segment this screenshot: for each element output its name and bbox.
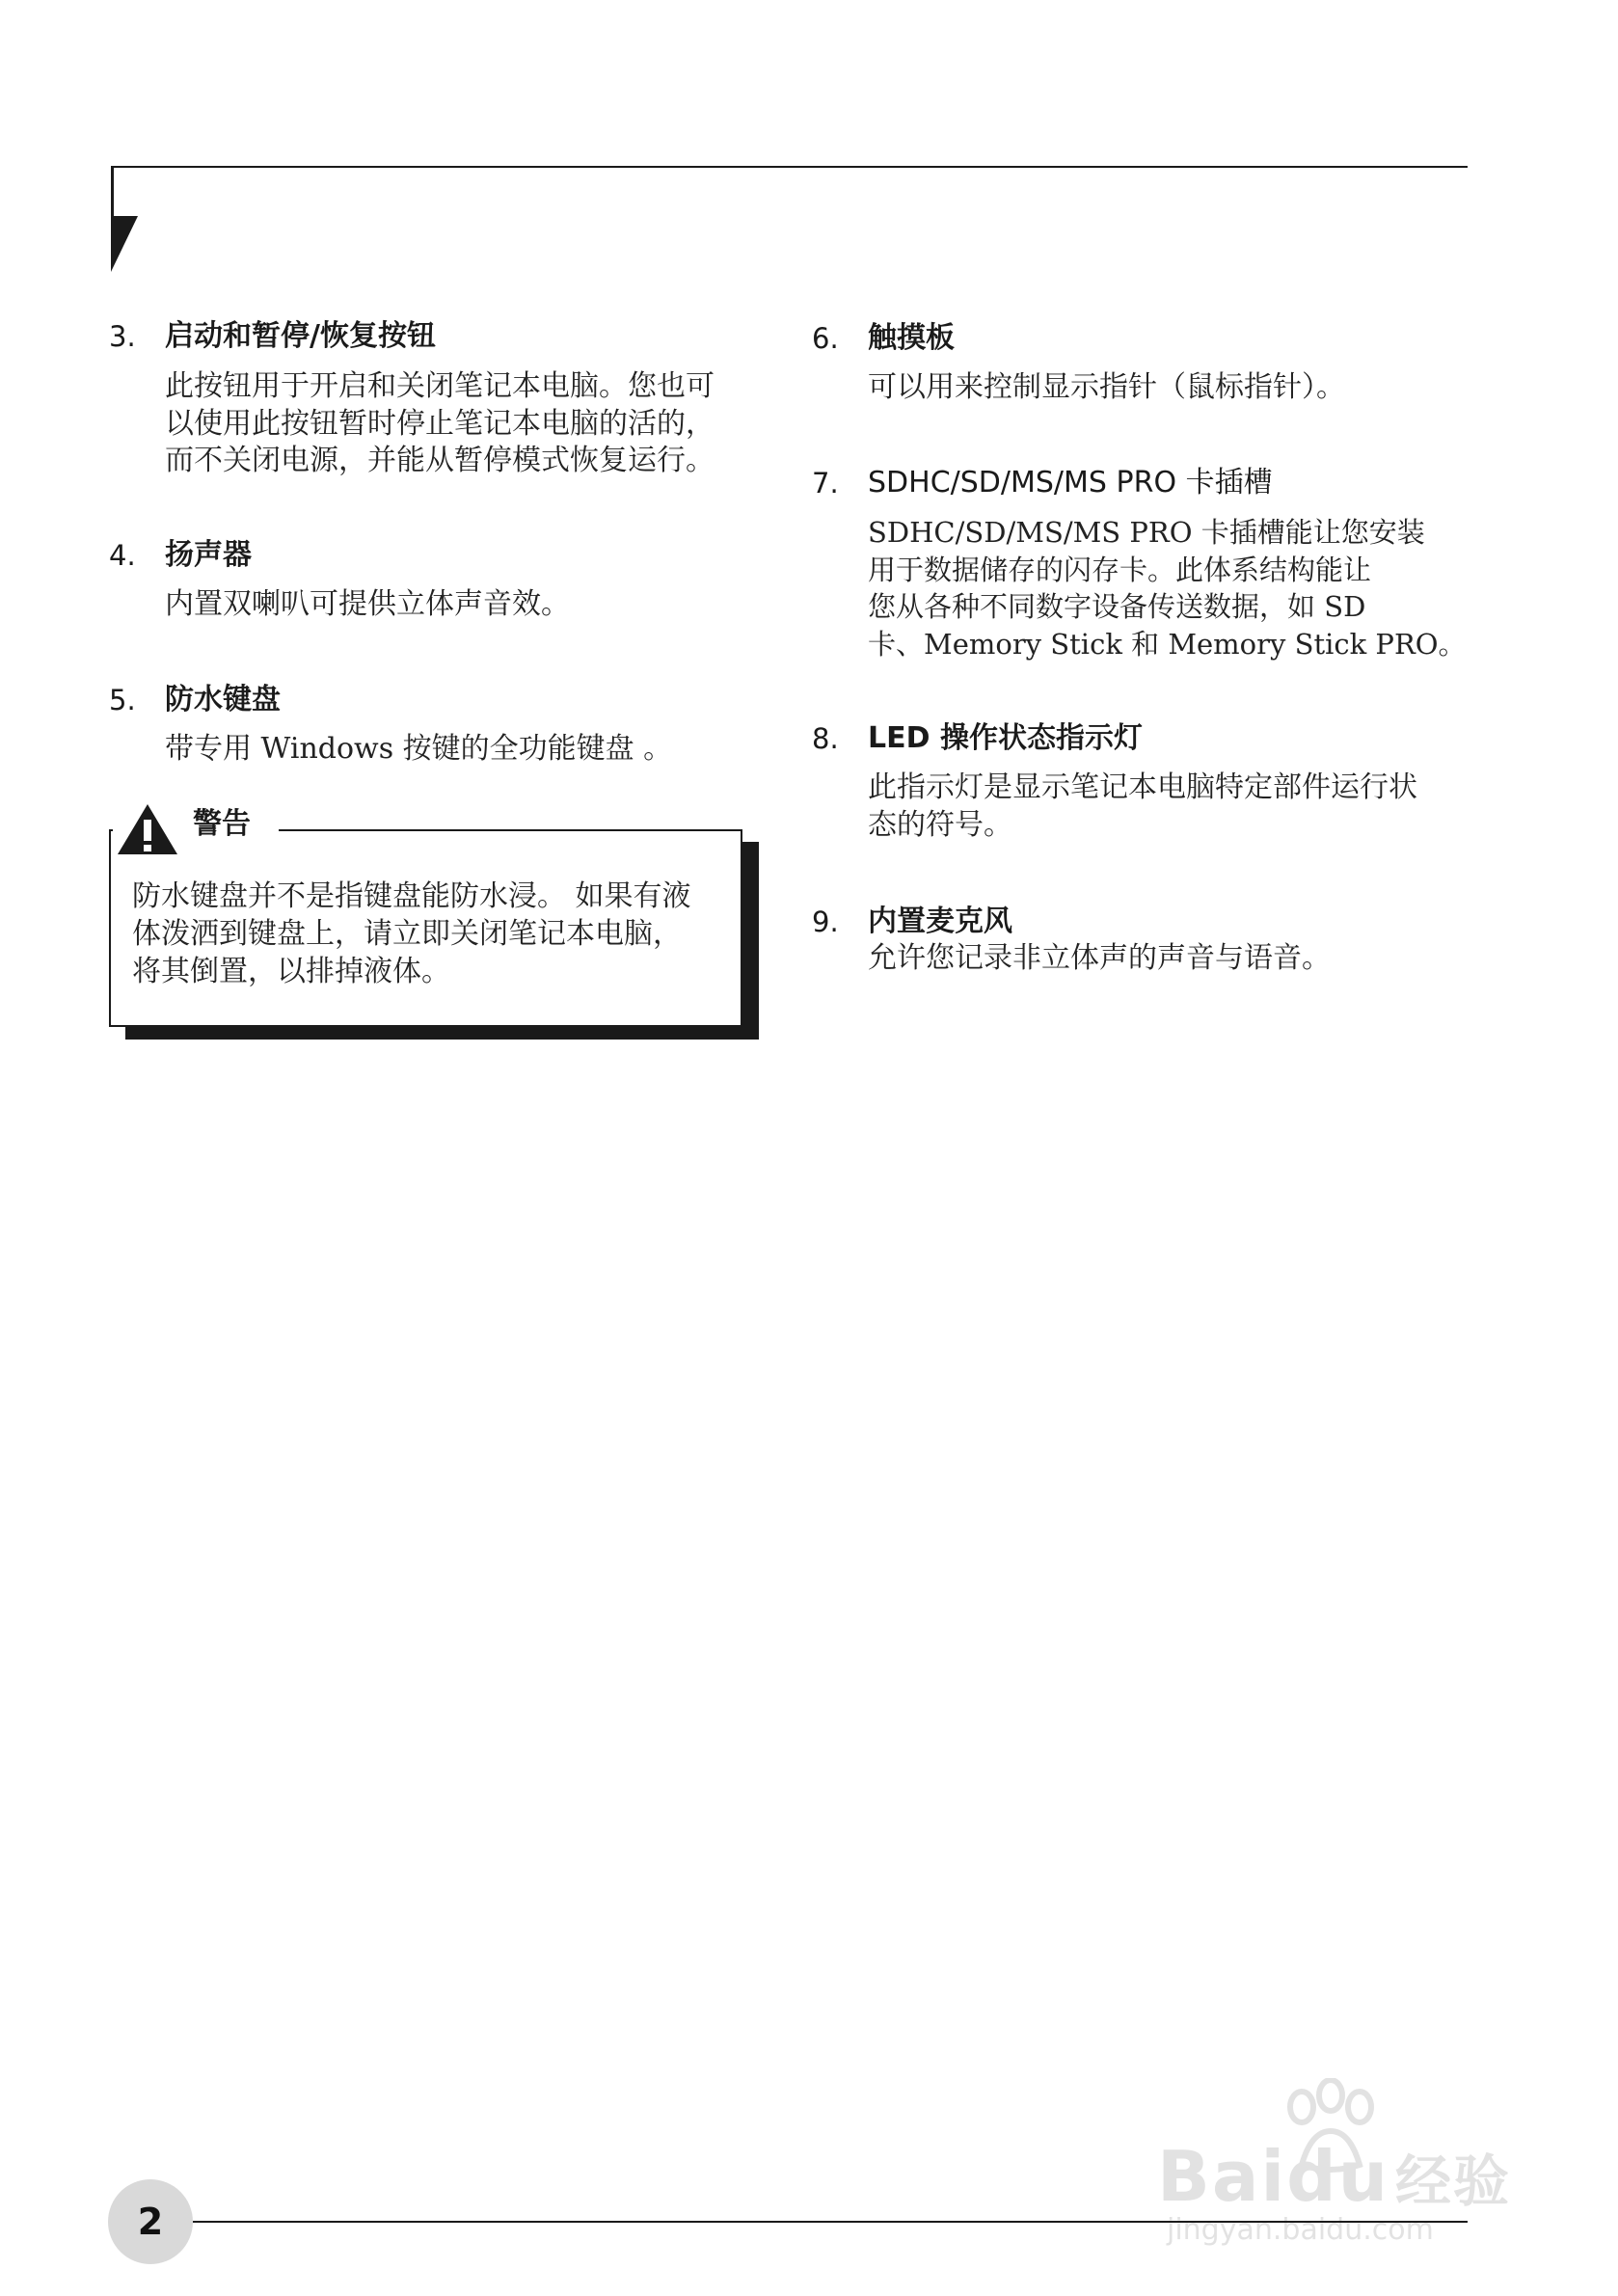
watermark-brand-cn: 经验 bbox=[1394, 2148, 1511, 2214]
item-number: 3. bbox=[109, 320, 136, 353]
item-heading: LED 操作状态指示灯 bbox=[868, 721, 1143, 755]
item-body bbox=[165, 731, 672, 769]
item-heading: 内置麦克风 bbox=[868, 905, 1012, 938]
body-line: 此指示灯是显示笔记本电脑特定部件运行状 bbox=[868, 770, 1417, 804]
item-number: 8. bbox=[812, 722, 839, 755]
body-line: 内置双喇叭可提供立体声音效。 bbox=[165, 587, 570, 621]
watermark-brand bbox=[1157, 2136, 1511, 2217]
body-line: 卡、Memory Stick 和 Memory Stick PRO。 bbox=[868, 627, 1467, 661]
warning-title: 警告 bbox=[193, 806, 258, 843]
item-heading: 扬声器 bbox=[165, 538, 252, 572]
body-line: 用于数据储存的闪存卡。此体系结构能让 bbox=[868, 553, 1372, 586]
item-body bbox=[165, 586, 570, 624]
warning-triangle-icon bbox=[116, 802, 179, 856]
item-number: 9. bbox=[812, 905, 839, 938]
body-line: 您从各种不同数字设备传送数据，如 SD bbox=[868, 590, 1366, 623]
header-rule bbox=[111, 166, 1468, 168]
page-number: 2 bbox=[108, 2179, 193, 2264]
warning-line: 将其倒置，以排掉液体。 bbox=[132, 955, 450, 988]
item-heading: SDHC/SD/MS/MS PRO 卡插槽 bbox=[868, 466, 1273, 500]
watermark-brand-a: Bai bbox=[1157, 2136, 1287, 2217]
body-line: 允许您记录非立体声的声音与语音。 bbox=[868, 941, 1331, 975]
item-heading: 启动和暂停/恢复按钮 bbox=[165, 319, 436, 353]
item-heading: 防水键盘 bbox=[165, 683, 281, 716]
body-line: 态的符号。 bbox=[868, 807, 1012, 842]
warning-line: 体泼洒到键盘上，请立即关闭笔记本电脑， bbox=[132, 917, 682, 951]
baidu-watermark bbox=[1157, 2078, 1562, 2247]
item-body bbox=[165, 368, 715, 480]
item-heading: 触摸板 bbox=[868, 321, 955, 355]
body-line: SDHC/SD/MS/MS PRO 卡插槽能让您安装 bbox=[868, 516, 1425, 549]
warning-body bbox=[132, 878, 691, 990]
item-number: 7. bbox=[812, 467, 839, 500]
header-corner-tab bbox=[111, 216, 138, 272]
warning-line: 防水键盘并不是指键盘能防水浸。 如果有液 bbox=[132, 879, 691, 913]
body-line: 而不关闭电源，并能从暂停模式恢复运行。 bbox=[165, 444, 715, 477]
item-number: 5. bbox=[109, 684, 136, 716]
item-number: 6. bbox=[812, 322, 839, 355]
body-line: 带专用 Windows 按键的全功能键盘 。 bbox=[165, 732, 673, 766]
header-corner-bar bbox=[111, 166, 114, 222]
watermark-brand-b: du bbox=[1286, 2136, 1389, 2217]
body-line: 以使用此按钮暂时停止笔记本电脑的活的， bbox=[165, 406, 715, 441]
body-line: 可以用来控制显示指针（鼠标指针）。 bbox=[868, 370, 1345, 404]
item-body bbox=[868, 940, 1331, 978]
item-body bbox=[868, 770, 1417, 844]
item-body bbox=[868, 514, 1467, 662]
footer-rule bbox=[193, 2221, 1468, 2223]
watermark-url: jingyan.baidu.com bbox=[1167, 2213, 1434, 2247]
body-line: 此按钮用于开启和关闭笔记本电脑。您也可 bbox=[165, 369, 715, 403]
item-body bbox=[868, 369, 1345, 407]
item-number: 4. bbox=[109, 539, 136, 572]
